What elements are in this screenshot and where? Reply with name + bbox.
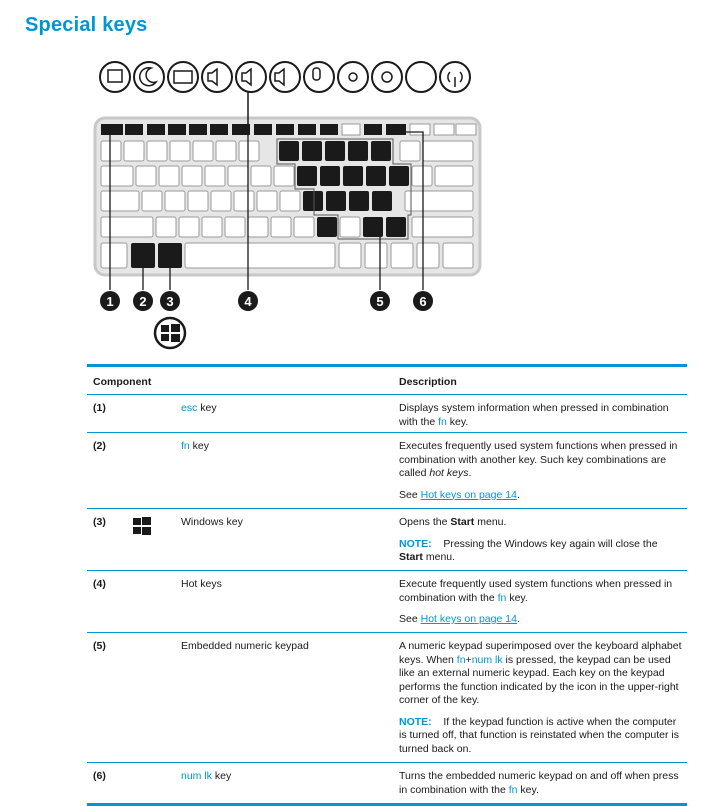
table-row (87, 763, 687, 799)
row-number: (2) (93, 440, 106, 452)
table-row (87, 633, 687, 763)
row-description: Displays system information when pressed in combination with the fn key. (399, 402, 669, 428)
table-row (87, 433, 687, 509)
row-number: (1) (93, 402, 106, 414)
callout-4: 4 (244, 294, 252, 309)
hot-key-icons (100, 62, 470, 92)
table-row (87, 395, 687, 433)
keyboard-figure (0, 0, 727, 360)
table-header (87, 367, 687, 395)
row-description: Execute frequently used system functions when pressed in combination with the fn key. See Hot keys on page 14. (399, 578, 673, 625)
brightness-down-icon (338, 62, 368, 92)
hot-keys-link[interactable]: Hot keys on page 14 (420, 613, 517, 625)
windows-logo-icon (155, 318, 185, 348)
blank-key-icon (406, 62, 436, 92)
row-number: (4) (93, 578, 106, 590)
callout-1: 1 (106, 294, 114, 309)
table-row (87, 571, 687, 633)
sleep-icon (134, 62, 164, 92)
sleep-display-icon (100, 62, 130, 92)
row-number: (5) (93, 640, 106, 652)
row-description: Opens the Start menu. NOTE: Pressing the Windows key again will close the Start menu. (399, 516, 658, 563)
row-component: Windows key (181, 516, 243, 528)
header-component: Component (93, 376, 152, 388)
row-description: Turns the embedded numeric keypad on and off when press in combination with the fn key. (399, 770, 679, 796)
row-component: Hot keys (181, 578, 222, 590)
brightness-up-icon (372, 62, 402, 92)
callout-2: 2 (139, 294, 147, 309)
row-description: Executes frequently used system functions when pressed in combination with another key. Such key combinations are called hot keys. See Hot keys on page 14. (399, 440, 678, 501)
header-description: Description (399, 376, 457, 388)
windows-key-icon (133, 517, 151, 540)
display-switch-icon (168, 62, 198, 92)
row-component: fn key (181, 440, 210, 452)
table-row (87, 509, 687, 571)
row-number: (3) (93, 516, 106, 528)
callout-3: 3 (166, 294, 174, 309)
row-component: Embedded numeric keypad (181, 640, 309, 652)
callout-5: 5 (376, 294, 384, 309)
special-keys-table (87, 364, 687, 806)
function-row (101, 124, 476, 135)
callout-6: 6 (419, 294, 427, 309)
page-title: Special keys (25, 14, 148, 36)
hot-keys-link[interactable]: Hot keys on page 14 (420, 488, 517, 501)
row-description: A numeric keypad superimposed over the keyboard alphabet keys. When fn+num lk is pressed, the keypad can be used like an external numeric keypad. Each key on the keypad performs the function indicated by the icon in the upper-right corner of the key. NOTE: If the keypad function is active when the computer is turned off, that function is reinstated when the computer is turned back on. (399, 640, 682, 755)
mic-mute-icon (304, 62, 334, 92)
row-number: (6) (93, 770, 106, 782)
row-component: esc key (181, 402, 217, 414)
row-component: num lk key (181, 770, 232, 782)
